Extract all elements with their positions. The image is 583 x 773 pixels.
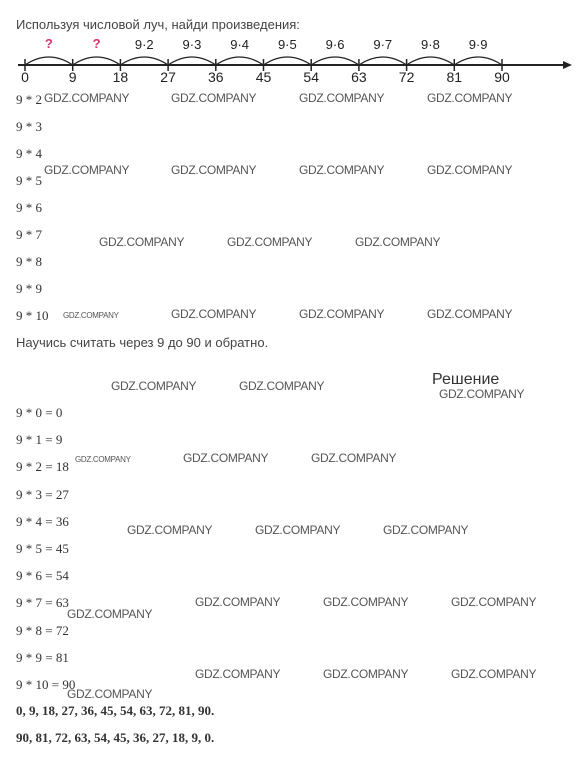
task-line: 9 * 6 xyxy=(16,200,42,215)
task-line: 9 * 9 xyxy=(16,281,42,296)
solution-heading: Решение xyxy=(432,371,500,388)
number-line-arc-label: 9·7 xyxy=(373,37,393,52)
number-line-tick-label: 54 xyxy=(303,69,319,85)
number-line-tick-label: 63 xyxy=(351,69,367,85)
watermark: GDZ.COMPANY xyxy=(439,387,525,401)
number-line-arc xyxy=(311,57,359,65)
watermark: GDZ.COMPANY xyxy=(183,451,269,465)
answer-line: 9 * 1 = 9 xyxy=(16,432,63,448)
answer-line: 9 * 10 = 90 xyxy=(16,677,76,692)
number-line-arc-label: 9·4 xyxy=(230,37,250,52)
number-line-question-mark: ? xyxy=(44,36,53,51)
watermark: GDZ.COMPANY xyxy=(311,451,397,465)
answer-line: 9 * 8 = 72 xyxy=(16,622,69,638)
number-line-tick-label: 27 xyxy=(160,69,176,85)
watermark: GDZ.COMPANY xyxy=(63,311,119,320)
watermark: GDZ.COMPANY xyxy=(171,307,257,321)
number-line-tick-label: 90 xyxy=(494,69,510,85)
watermark: GDZ.COMPANY xyxy=(299,307,385,321)
watermark: GDZ.COMPANY xyxy=(255,523,341,537)
number-line-arc xyxy=(264,57,312,65)
number-line-arrow xyxy=(563,61,572,69)
watermark: GDZ.COMPANY xyxy=(299,91,385,105)
answer-line: 9 * 5 = 45 xyxy=(16,541,69,556)
watermark: GDZ.COMPANY xyxy=(239,379,325,393)
watermark: GDZ.COMPANY xyxy=(427,163,513,177)
task-line: 9 * 2 xyxy=(16,92,42,107)
watermark: GDZ.COMPANY xyxy=(75,455,131,464)
exercise-instruction: Используя числовой луч, найди произведения: xyxy=(16,17,300,32)
number-line-tick-label: 72 xyxy=(398,69,415,85)
task-line: 9 * 5 xyxy=(16,173,42,188)
number-line-arc xyxy=(73,57,121,65)
number-line-question-mark: ? xyxy=(92,36,101,51)
watermark: GDZ.COMPANY xyxy=(427,91,513,105)
count-instruction: Научись считать через 9 до 90 и обратно. xyxy=(16,335,269,350)
watermark: GDZ.COMPANY xyxy=(299,163,385,177)
number-line xyxy=(0,34,583,86)
watermark: GDZ.COMPANY xyxy=(451,595,537,609)
number-line-arc xyxy=(359,57,407,65)
answer-line: 9 * 4 = 36 xyxy=(16,513,69,529)
watermark: GDZ.COMPANY xyxy=(227,235,313,249)
watermark: GDZ.COMPANY xyxy=(195,667,281,681)
answer-line: 9 * 6 = 54 xyxy=(16,568,69,584)
number-line-arc-label: 9·2 xyxy=(134,37,154,52)
watermark: GDZ.COMPANY xyxy=(171,163,257,177)
number-line-arc xyxy=(407,57,455,65)
number-line-tick-label: 18 xyxy=(112,69,129,85)
number-line-arc-label: 9·6 xyxy=(325,37,345,52)
number-line-arc xyxy=(120,57,168,65)
watermark: GDZ.COMPANY xyxy=(195,595,281,609)
number-line-arc xyxy=(216,57,264,65)
watermark: GDZ.COMPANY xyxy=(383,523,469,537)
number-line-tick-label: 81 xyxy=(446,69,463,85)
answer-line: 9 * 3 = 27 xyxy=(16,486,69,502)
watermark: GDZ.COMPANY xyxy=(127,523,213,537)
number-line-arc xyxy=(25,57,73,65)
number-line-arc xyxy=(168,57,216,65)
number-line-arc-label: 9·3 xyxy=(182,37,202,52)
watermark: GDZ.COMPANY xyxy=(323,595,409,609)
number-line-arc-label: 9·5 xyxy=(277,37,297,52)
number-line-tick-label: 45 xyxy=(255,69,272,85)
answer-line: 9 * 0 = 0 xyxy=(16,405,63,420)
task-line: 9 * 3 xyxy=(16,119,42,134)
answer-line: 9 * 2 = 18 xyxy=(16,459,69,475)
number-line-arc-label: 9·8 xyxy=(421,37,440,52)
watermark: GDZ.COMPANY xyxy=(323,667,409,681)
number-line-tick-label: 9 xyxy=(68,69,77,85)
sequence-backward: 90, 81, 72, 63, 54, 45, 36, 27, 18, 9, 0. xyxy=(16,730,215,745)
watermark: GDZ.COMPANY xyxy=(44,163,130,177)
number-line-arc xyxy=(454,57,502,65)
answer-line: 9 * 9 = 81 xyxy=(16,649,69,665)
watermark: GDZ.COMPANY xyxy=(171,91,257,105)
answer-line: 9 * 7 = 63 xyxy=(16,595,69,611)
task-line: 9 * 10 xyxy=(16,308,49,323)
number-line-tick-label: 0 xyxy=(21,69,29,85)
number-line-arc-label: 9·9 xyxy=(468,37,488,52)
watermark: GDZ.COMPANY xyxy=(99,235,185,249)
watermark: GDZ.COMPANY xyxy=(67,687,153,701)
number-line-tick-label: 36 xyxy=(208,69,224,85)
task-line: 9 * 4 xyxy=(16,146,42,161)
sequence-forward: 0, 9, 18, 27, 36, 45, 54, 63, 72, 81, 90. xyxy=(16,703,215,718)
watermark: GDZ.COMPANY xyxy=(451,667,537,681)
watermark: GDZ.COMPANY xyxy=(44,91,130,105)
task-line: 9 * 8 xyxy=(16,254,42,269)
watermark: GDZ.COMPANY xyxy=(355,235,441,249)
watermark: GDZ.COMPANY xyxy=(111,379,197,393)
task-line: 9 * 7 xyxy=(16,227,42,242)
watermark: GDZ.COMPANY xyxy=(427,307,513,321)
watermark: GDZ.COMPANY xyxy=(67,607,153,621)
